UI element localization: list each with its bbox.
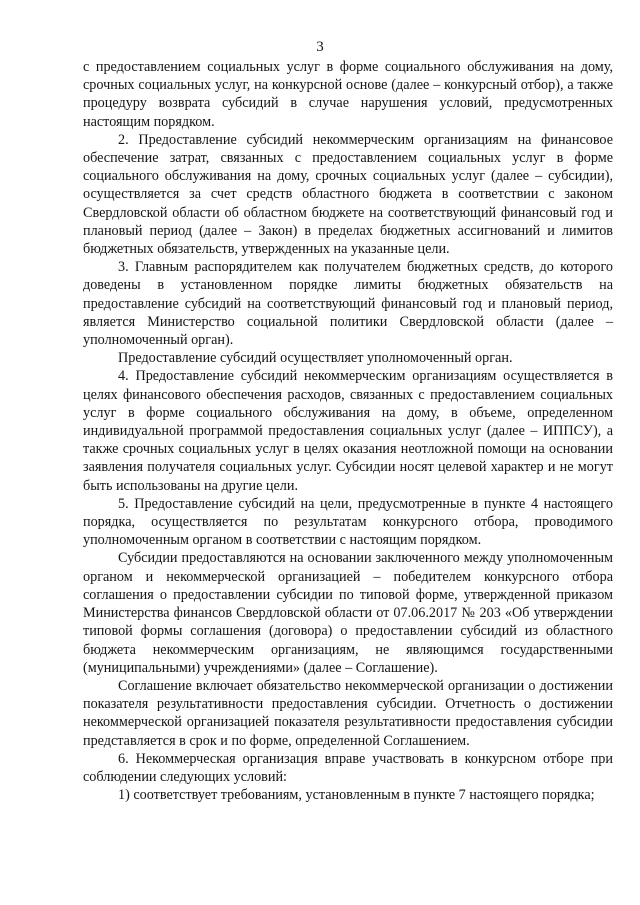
paragraph: Субсидии предоставляются на основании заключенного между уполномоченным органом и некоммерческой организацией – победителем конкурсного отбора соглашения о предоставлении субсидии по типовой форме, утвержденной приказом Министерства финансов Свердловской области от 07.06.2017 № 203 «Об утверждении типовой формы соглашения (договора) о предоставлении субсидий из областного бюджета некоммерческим организациям, не являющимся государственными (муниципальными) учреждениями» (далее – Соглашение). xyxy=(83,550,613,676)
paragraph: 6. Некоммерческая организация вправе участвовать в конкурсном отборе при соблюдении следующих условий: xyxy=(83,750,613,785)
paragraph: Соглашение включает обязательство некоммерческой организации о достижении показателя результативности предоставления субсидии. Отчетность о достижении некоммерческой организацией показателя результативности предоставления субсидии представляется в срок и по форме, определенной Соглашением. xyxy=(83,677,613,749)
paragraph: 1) соответствует требованиям, установленным в пункте 7 настоящего порядка; xyxy=(118,787,595,804)
paragraph: Предоставление субсидий осуществляет уполномоченный орган. xyxy=(118,350,513,367)
paragraph: 2. Предоставление субсидий некоммерческим организациям на финансовое обеспечение затрат, связанных с предоставлением социальных услуг в форме социального обслуживания на дому, срочных социальных услуг (далее – субсидии), осуществляется за счет средств областного бюджета в соответствии с законом Свердловской области об областном бюджете на соответствующий финансовый год и плановый период (далее – Закон) в пределах бюджетных ассигнований и лимитов бюджетных обязательств, утвержденных на указанные цели. xyxy=(83,131,613,258)
paragraph: с предоставлением социальных услуг в форме социального обслуживания на дому, срочных социальных услуг, на конкурсной основе (далее – конкурсный отбор), а также процедуру возврата субсидий в случае нарушения условий, предусмотренных настоящим порядком. xyxy=(83,59,613,130)
paragraph: 3. Главным распорядителем как получателем бюджетных средств, до которого доведены в установленном порядке лимиты бюджетных обязательств на предоставление субсидий на соответствующий финансовый год и плановый период, является Министерство социальной политики Свердловской области (далее – уполномоченный орган). xyxy=(83,259,613,349)
page-number: 3 xyxy=(316,39,324,55)
document-body xyxy=(83,58,613,804)
paragraph: 5. Предоставление субсидий на цели, предусмотренные в пункте 4 настоящего порядка, осуществляется по результатам конкурсного отбора, проводимого уполномоченным органом в соответствии с настоящим порядком. xyxy=(83,495,613,549)
paragraph: 4. Предоставление субсидий некоммерческим организациям осуществляется в целях финансового обеспечения расходов, связанных с предоставлением социальных услуг в форме социального обслуживания на дому, в объеме, определенном индивидуальной программой предоставления социальных услуг (далее – ИППСУ), а также срочных социальных услуг в целях оказания неотложной помощи на основании заявления получателя социальных услуг. Субсидии носят целевой характер и не могут быть использованы на другие цели. xyxy=(83,368,613,494)
